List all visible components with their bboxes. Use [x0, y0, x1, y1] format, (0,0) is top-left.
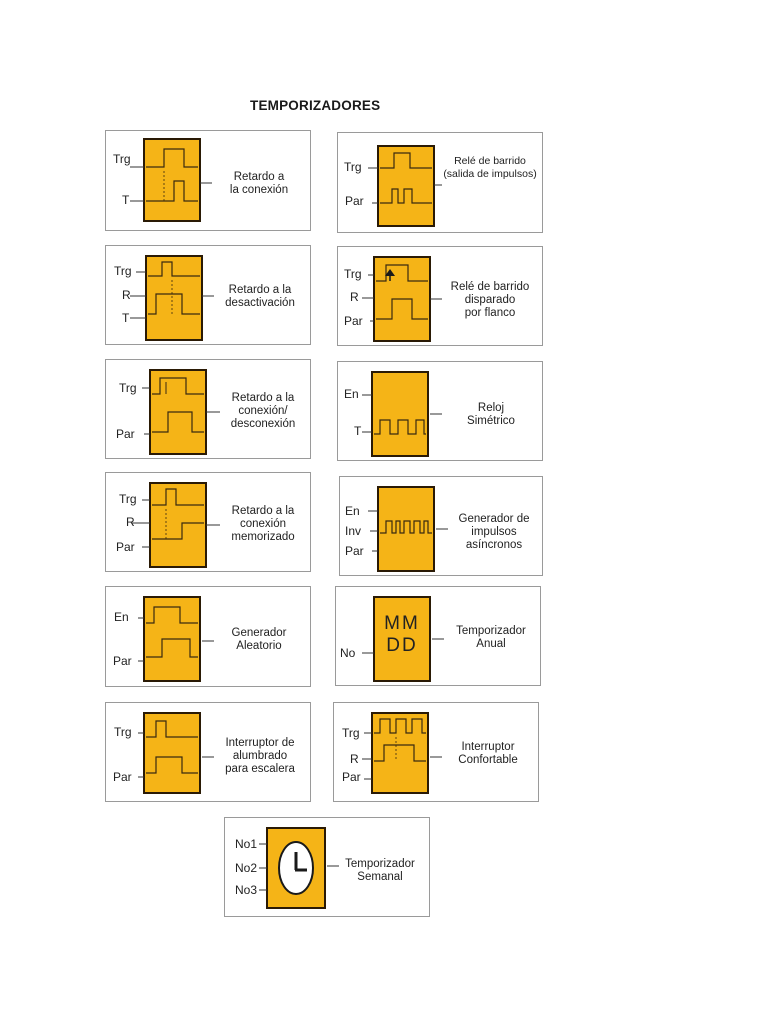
block-description: Reloj Simétrico	[467, 402, 515, 427]
pin-label-par: Par	[344, 314, 363, 328]
block-description: Generador Aleatorio	[231, 627, 287, 652]
block-text-mm: MM	[384, 613, 420, 634]
pin-label-trg: Trg	[113, 152, 131, 166]
pin-label-trg: Trg	[119, 381, 137, 395]
function-block	[144, 713, 200, 793]
block-card-off-delay	[105, 245, 311, 345]
function-block	[146, 256, 202, 340]
pin-label-r: R	[350, 290, 359, 304]
block-text-dd: DD	[386, 635, 418, 656]
function-block	[378, 146, 434, 226]
pin-label-r: R	[122, 288, 131, 302]
pin-label-trg: Trg	[114, 725, 132, 739]
pulse-out-diagram	[338, 133, 544, 234]
pin-label-no3: No3	[235, 883, 258, 897]
block-description: Retardo a la conexión	[229, 171, 289, 196]
block-description: Interruptor de alumbrado para escalera	[225, 737, 295, 775]
block-card-pulse-out	[337, 132, 543, 233]
pin-label-par: Par	[345, 194, 364, 208]
function-block	[150, 483, 206, 567]
pin-label-trg: Trg	[344, 160, 362, 174]
pin-label-par: Par	[116, 540, 135, 554]
pin-label-trg: Trg	[114, 264, 132, 278]
block-card-comfort-switch	[333, 702, 539, 802]
block-description: Interruptor Confortable	[458, 741, 518, 766]
block-description: Relé de barrido disparado por flanco	[450, 281, 530, 319]
function-block	[144, 139, 200, 221]
block-card-edge-pulse	[337, 246, 543, 346]
pin-label-en: En	[344, 387, 359, 401]
pin-label-t: T	[122, 193, 130, 207]
pin-label-inv: Inv	[345, 524, 362, 538]
block-description: Retardo a la desactivación	[225, 284, 295, 309]
pin-label-par: Par	[113, 654, 132, 668]
pin-label-t: T	[354, 424, 362, 438]
block-description: Retardo a la conexión memorizado	[231, 505, 295, 543]
block-description: Relé de barrido (salida de impulsos)	[443, 155, 537, 180]
pin-label-r: R	[350, 752, 359, 766]
block-card-on-delay	[105, 130, 311, 231]
pin-label-t: T	[122, 311, 130, 325]
block-card-stairway	[105, 702, 311, 802]
pin-label-par: Par	[342, 770, 361, 784]
block-description: Generador de impulsos asíncronos	[458, 513, 530, 551]
pin-label-no: No	[340, 646, 356, 660]
pin-label-trg: Trg	[342, 726, 360, 740]
pin-label-no2: No2	[235, 861, 258, 875]
pin-label-en: En	[345, 504, 360, 518]
block-card-weekly-timer	[224, 817, 430, 917]
block-card-retentive-on-delay	[105, 472, 311, 572]
block-card-annual-timer	[335, 586, 541, 686]
block-description: Temporizador Semanal	[345, 858, 415, 883]
pin-label-par: Par	[116, 427, 135, 441]
function-block	[372, 372, 428, 456]
block-card-random	[105, 586, 311, 687]
pin-label-r: R	[126, 515, 135, 529]
block-description: Retardo a la conexión/ desconexión	[230, 392, 296, 430]
block-card-async-pulse	[339, 476, 543, 576]
block-card-on-off-delay	[105, 359, 311, 459]
pin-label-no1: No1	[235, 837, 258, 851]
pin-label-par: Par	[345, 544, 364, 558]
pin-label-en: En	[114, 610, 129, 624]
block-card-symmetric-clock	[337, 361, 543, 461]
block-description: Temporizador Anual	[456, 625, 526, 650]
page-title: TEMPORIZADORES	[250, 98, 381, 113]
pin-label-par: Par	[113, 770, 132, 784]
pin-label-trg: Trg	[344, 267, 362, 281]
pin-label-trg: Trg	[119, 492, 137, 506]
